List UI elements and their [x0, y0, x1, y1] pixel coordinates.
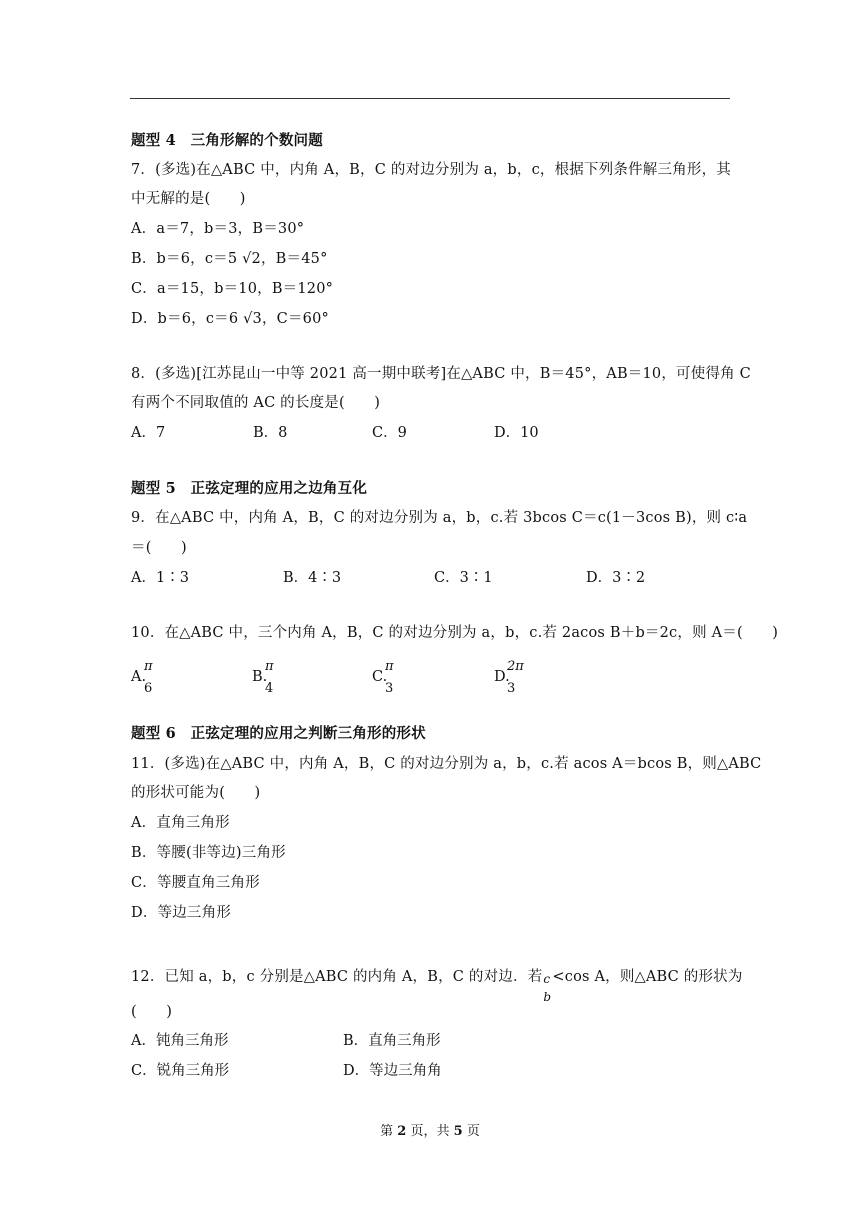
- q8-line2: 有两个不同取值的 AC 的长度是( ): [131, 395, 381, 411]
- q12-option-a: A．钝角三角形: [131, 1033, 229, 1049]
- q12-line2: ( ): [131, 1004, 173, 1020]
- q10-option-b-numerator: π: [265, 659, 274, 674]
- q11-option-b: B．等腰(非等边)三角形: [131, 845, 286, 861]
- q10-option-a-denominator: 6: [144, 681, 153, 696]
- q11-option-d: D．等边三角形: [131, 905, 232, 921]
- q10-option-a: [131, 659, 153, 696]
- q7-option-d: D．b＝6，c＝6 √3，C＝60°: [131, 311, 329, 327]
- section-title-4: 题型 4 三角形解的个数问题: [131, 132, 323, 149]
- q12-fraction-numerator: c: [543, 972, 551, 986]
- q8-option-c: C．9: [372, 425, 407, 441]
- q11-option-a: A．直角三角形: [131, 815, 230, 831]
- section-title-6: 题型 6 正弦定理的应用之判断三角形的形状: [131, 725, 426, 742]
- q9-line2: ＝( ): [131, 540, 187, 556]
- q10-option-b: [252, 659, 274, 696]
- q8-option-b: B．8: [253, 425, 288, 441]
- q10-option-d: [494, 659, 524, 696]
- q10-option-a-label: A.: [131, 669, 147, 685]
- q10-option-c-denominator: 3: [385, 681, 394, 696]
- header-rule: [130, 98, 730, 99]
- q10-option-b-label: B.: [252, 669, 268, 685]
- q11-line1: 11．(多选)在△ABC 中，内角 A，B，C 的对边分别为 a，b，c.若 acos A＝bcos B，则△ABC: [131, 756, 762, 772]
- q7-option-c: C．a＝15，b＝10，B＝120°: [131, 281, 334, 297]
- footer-prefix: 第: [380, 1124, 394, 1139]
- q11-line2: 的形状可能为( ): [131, 785, 261, 801]
- q9-option-c: C．3∶1: [434, 570, 493, 586]
- q9-option-b: B．4∶3: [283, 570, 342, 586]
- q10-option-c-numerator: π: [385, 659, 394, 674]
- q10-line1: 10．在△ABC 中，三个内角 A，B，C 的对边分别为 a，b，c.若 2acos B＋b＝2c，则 A＝( ): [131, 625, 779, 641]
- footer-suffix: 页: [466, 1124, 480, 1139]
- q7-option-b: B．b＝6，c＝5 √2，B＝45°: [131, 251, 328, 267]
- q12-line1: [131, 967, 743, 1004]
- q10-option-b-denominator: 4: [265, 681, 274, 696]
- footer-page-number: 2: [397, 1124, 407, 1139]
- page-footer: [0, 1120, 860, 1139]
- q10-option-c: [372, 659, 394, 696]
- q7-line1: 7．(多选)在△ABC 中，内角 A，B，C 的对边分别为 a，b，c，根据下列条件解三角形，其: [131, 162, 731, 178]
- q10-option-a-numerator: π: [144, 659, 153, 674]
- q7-line2: 中无解的是( ): [131, 191, 246, 207]
- q12-option-b: B．直角三角形: [343, 1033, 441, 1049]
- q12-line1-start: 12．已知 a，b，c 分别是△ABC 的内角 A，B，C 的对边．若: [131, 969, 543, 985]
- footer-middle: 页，共: [410, 1124, 450, 1139]
- section-title-5: 题型 5 正弦定理的应用之边角互化: [131, 480, 368, 497]
- q10-option-d-numerator: 2π: [507, 659, 524, 674]
- footer-total-pages: 5: [453, 1124, 463, 1139]
- q8-line1: 8．(多选)[江苏昆山一中等 2021 高一期中联考]在△ABC 中，B＝45°，AB＝10，可使得角 C: [131, 366, 751, 382]
- q7-option-a: A．a＝7，b＝3，B＝30°: [131, 221, 305, 237]
- q10-option-c-label: C.: [372, 669, 388, 685]
- q12-fraction-denominator: b: [543, 990, 552, 1004]
- q9-option-a: A．1∶3: [131, 570, 189, 586]
- q8-option-a: A．7: [131, 425, 166, 441]
- q8-option-d: D．10: [494, 425, 539, 441]
- q10-option-d-denominator: 3: [507, 681, 516, 696]
- q11-option-c: C．等腰直角三角形: [131, 875, 260, 891]
- q10-option-d-label: D.: [494, 669, 510, 685]
- q9-line1: 9．在△ABC 中，内角 A，B，C 的对边分别为 a，b，c.若 3bcos C＝c(1－3cos B)，则 c∶a: [131, 510, 748, 526]
- q9-option-d: D．3∶2: [586, 570, 646, 586]
- q12-option-c: C．锐角三角形: [131, 1063, 230, 1079]
- q12-option-d: D．等边三角角: [343, 1063, 442, 1079]
- q12-line1-end: <cos A，则△ABC 的形状为: [552, 969, 743, 985]
